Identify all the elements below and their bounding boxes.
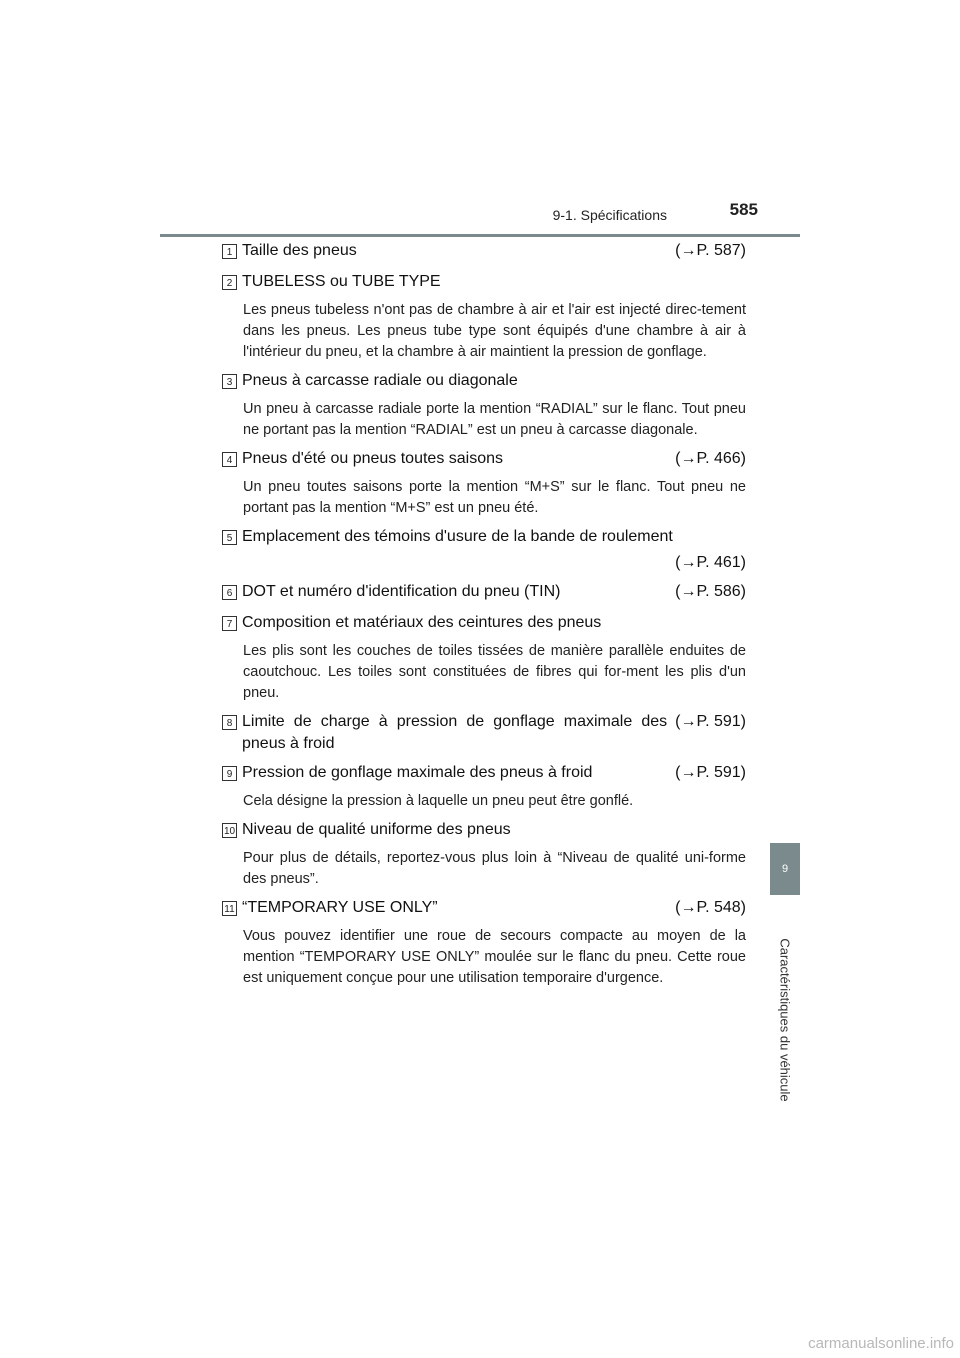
item-number-badge: 3 xyxy=(222,374,237,389)
item-header xyxy=(222,711,746,755)
watermark: carmanualsonline.info xyxy=(808,1335,954,1352)
item-number-badge: 1 xyxy=(222,244,237,259)
list-item xyxy=(222,448,746,519)
page-reference: (→P. 466) xyxy=(675,450,746,467)
item-header xyxy=(222,240,746,264)
item-description: Un pneu toutes saisons porte la mention “M+S” sur le flanc. Tout pneu ne portant pas la mention “M+S” est un pneu été. xyxy=(243,479,746,516)
page-reference: (→P. 586) xyxy=(675,583,746,600)
item-title: Niveau de qualité uniforme des pneus xyxy=(242,821,511,838)
list-item xyxy=(222,271,746,363)
item-title: TUBELESS ou TUBE TYPE xyxy=(242,273,441,290)
chapter-title: Caractéristiques du véhicule xyxy=(777,938,793,1102)
item-title: Emplacement des témoins d'usure de la bande de roulement xyxy=(242,528,673,545)
item-header xyxy=(222,581,746,605)
list-item xyxy=(222,240,746,264)
item-description: Vous pouvez identifier une roue de secours compacte au moyen de la mention “TEMPORARY USE ONLY” moulée sur le flanc du pneu. Cette roue est uniquement conçue pour une utilisation temporaire d'urgence. xyxy=(243,928,746,986)
item-number-badge: 2 xyxy=(222,275,237,290)
chapter-number: 9 xyxy=(781,863,789,875)
item-number-badge: 7 xyxy=(222,616,237,631)
item-description: Pour plus de détails, reportez-vous plus loin à “Niveau de qualité uni-forme des pneus”. xyxy=(243,850,746,887)
item-description: Les pneus tubeless n'ont pas de chambre à air et l'air est injecté direc-tement dans les pneus. Les pneus tube type sont équipés d'une chambre à air à l'intérieur du pneu, et la chambre à air maintient la pression de gonflage. xyxy=(243,302,746,360)
item-description: Les plis sont les couches de toiles tissées de manière parallèle enduites de caoutchouc. Les toiles sont constituées de fibres qui for-ment les plis d'un pneu. xyxy=(243,643,746,701)
item-description: Cela désigne la pression à laquelle un pneu peut être gonflé. xyxy=(243,793,634,809)
item-description: Un pneu à carcasse radiale porte la mention “RADIAL” sur le flanc. Tout pneu ne portant pas la mention “RADIAL” est un pneu à carcasse diagonale. xyxy=(243,401,746,438)
item-number-badge: 8 xyxy=(222,715,237,730)
list-item xyxy=(222,819,746,890)
item-number-badge: 6 xyxy=(222,585,237,600)
list-item xyxy=(222,762,746,812)
item-title: Composition et matériaux des ceintures des pneus xyxy=(242,614,602,631)
page-header xyxy=(160,196,800,237)
item-header xyxy=(222,271,746,295)
list-item xyxy=(222,526,746,574)
page-reference: (→P. 591) xyxy=(675,764,746,781)
item-header xyxy=(222,526,746,550)
page-reference: (→P. 587) xyxy=(675,242,746,259)
item-header xyxy=(222,370,746,394)
item-number-badge: 9 xyxy=(222,766,237,781)
page-reference: (→P. 548) xyxy=(675,899,746,916)
item-number-badge: 10 xyxy=(222,823,237,838)
page-reference: (→P. 591) xyxy=(675,713,746,730)
item-header xyxy=(222,762,746,786)
list-item xyxy=(222,897,746,989)
item-title: Pneus à carcasse radiale ou diagonale xyxy=(242,372,518,389)
chapter-tab xyxy=(770,843,800,895)
item-title: Taille des pneus xyxy=(242,242,357,259)
item-title: DOT et numéro d'identification du pneu (TIN) xyxy=(242,583,561,600)
item-header xyxy=(222,612,746,636)
item-number-badge: 4 xyxy=(222,452,237,467)
item-title: Pneus d'été ou pneus toutes saisons xyxy=(242,450,504,467)
section-title: 9-1. Spécifications xyxy=(552,207,667,223)
item-title: “TEMPORARY USE ONLY” xyxy=(242,899,438,916)
item-title: Limite de charge à pression de gonflage maximale des pneus à froid xyxy=(242,713,668,752)
tire-label-list xyxy=(222,240,746,996)
page-number: 585 xyxy=(729,200,758,219)
list-item xyxy=(222,370,746,441)
item-header xyxy=(222,448,746,472)
item-number-badge: 5 xyxy=(222,530,237,545)
page-reference: (→P. 461) xyxy=(675,554,746,571)
item-number-badge: 11 xyxy=(222,901,237,916)
list-item xyxy=(222,581,746,605)
list-item xyxy=(222,711,746,755)
item-header xyxy=(222,819,746,843)
list-item xyxy=(222,612,746,704)
item-header xyxy=(222,897,746,921)
item-title: Pression de gonflage maximale des pneus à froid xyxy=(242,764,593,781)
